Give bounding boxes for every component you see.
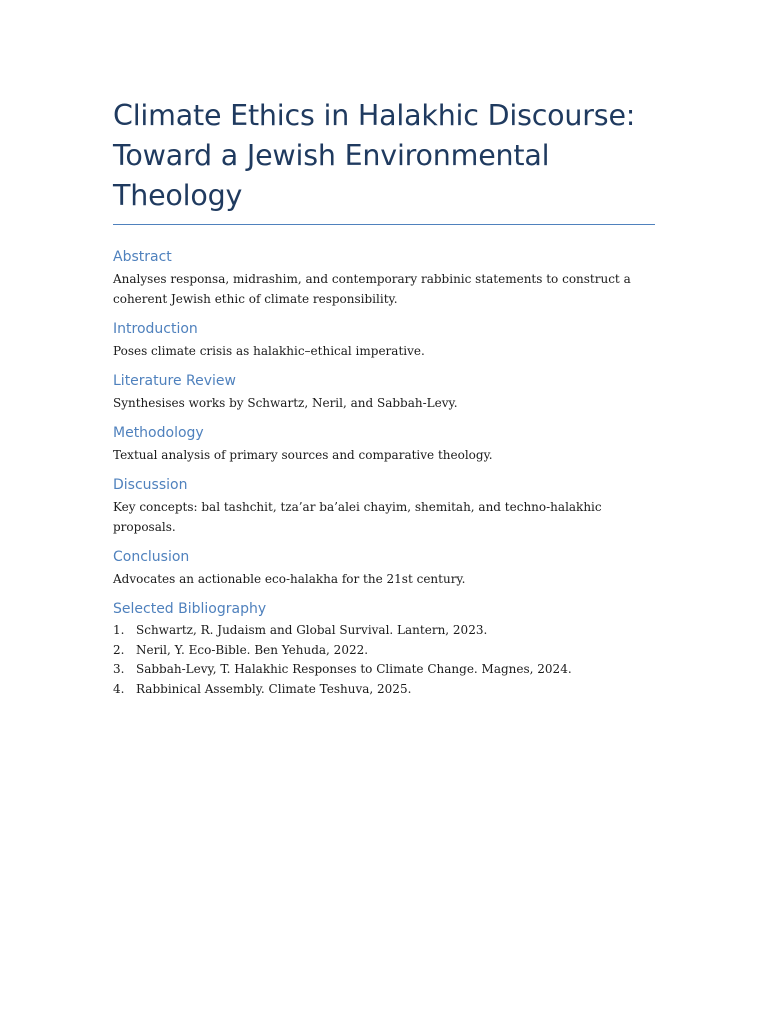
section-introduction bbox=[113, 319, 655, 361]
body-methodology: Textual analysis of primary sources and comparative theology. bbox=[113, 448, 493, 462]
title-divider bbox=[113, 224, 655, 225]
bibliography-item bbox=[113, 680, 655, 700]
bibliography-item-text: Rabbinical Assembly. Climate Teshuva, 2025. bbox=[136, 681, 412, 696]
section-discussion bbox=[113, 475, 655, 537]
heading-abstract: Abstract bbox=[113, 249, 172, 265]
section-methodology bbox=[113, 423, 655, 465]
document-page bbox=[113, 96, 655, 709]
section-literature-review bbox=[113, 371, 655, 413]
bibliography-item-text: Sabbah-Levy, T. Halakhic Responses to Climate Change. Magnes, 2024. bbox=[136, 662, 572, 676]
bibliography-item-text: Neril, Y. Eco-Bible. Ben Yehuda, 2022. bbox=[136, 642, 369, 657]
bibliography-list bbox=[113, 621, 655, 699]
bibliography-item-number: 2. bbox=[113, 642, 125, 657]
heading-literature-review: Literature Review bbox=[113, 373, 236, 389]
heading-introduction: Introduction bbox=[113, 321, 198, 337]
bibliography-item bbox=[113, 660, 655, 680]
heading-discussion: Discussion bbox=[113, 477, 188, 493]
body-abstract: Analyses responsa, midrashim, and contemporary rabbinic statements to construct a coherent Jewish ethic of climate responsibility. bbox=[113, 272, 631, 306]
heading-bibliography: Selected Bibliography bbox=[113, 601, 267, 617]
bibliography-item-text: Schwartz, R. Judaism and Global Survival. Lantern, 2023. bbox=[136, 623, 488, 637]
body-discussion: Key concepts: bal tashchit, tza’ar ba’alei chayim, shemitah, and techno-halakhic proposals. bbox=[113, 500, 602, 534]
bibliography-item-number: 3. bbox=[113, 662, 125, 676]
section-bibliography bbox=[113, 599, 655, 699]
document-title: Climate Ethics in Halakhic Discourse: Toward a Jewish Environmental Theology bbox=[113, 99, 636, 212]
section-conclusion bbox=[113, 547, 655, 589]
bibliography-item bbox=[113, 621, 655, 641]
bibliography-item-number: 1. bbox=[113, 623, 125, 637]
body-literature-review: Synthesises works by Schwartz, Neril, and Sabbah-Levy. bbox=[113, 396, 458, 410]
section-abstract bbox=[113, 247, 655, 309]
bibliography-item-number: 4. bbox=[113, 681, 125, 696]
heading-conclusion: Conclusion bbox=[113, 549, 190, 565]
heading-methodology: Methodology bbox=[113, 425, 204, 441]
bibliography-item bbox=[113, 641, 655, 661]
body-conclusion: Advocates an actionable eco-halakha for the 21st century. bbox=[113, 572, 466, 586]
body-introduction: Poses climate crisis as halakhic–ethical imperative. bbox=[113, 344, 425, 358]
